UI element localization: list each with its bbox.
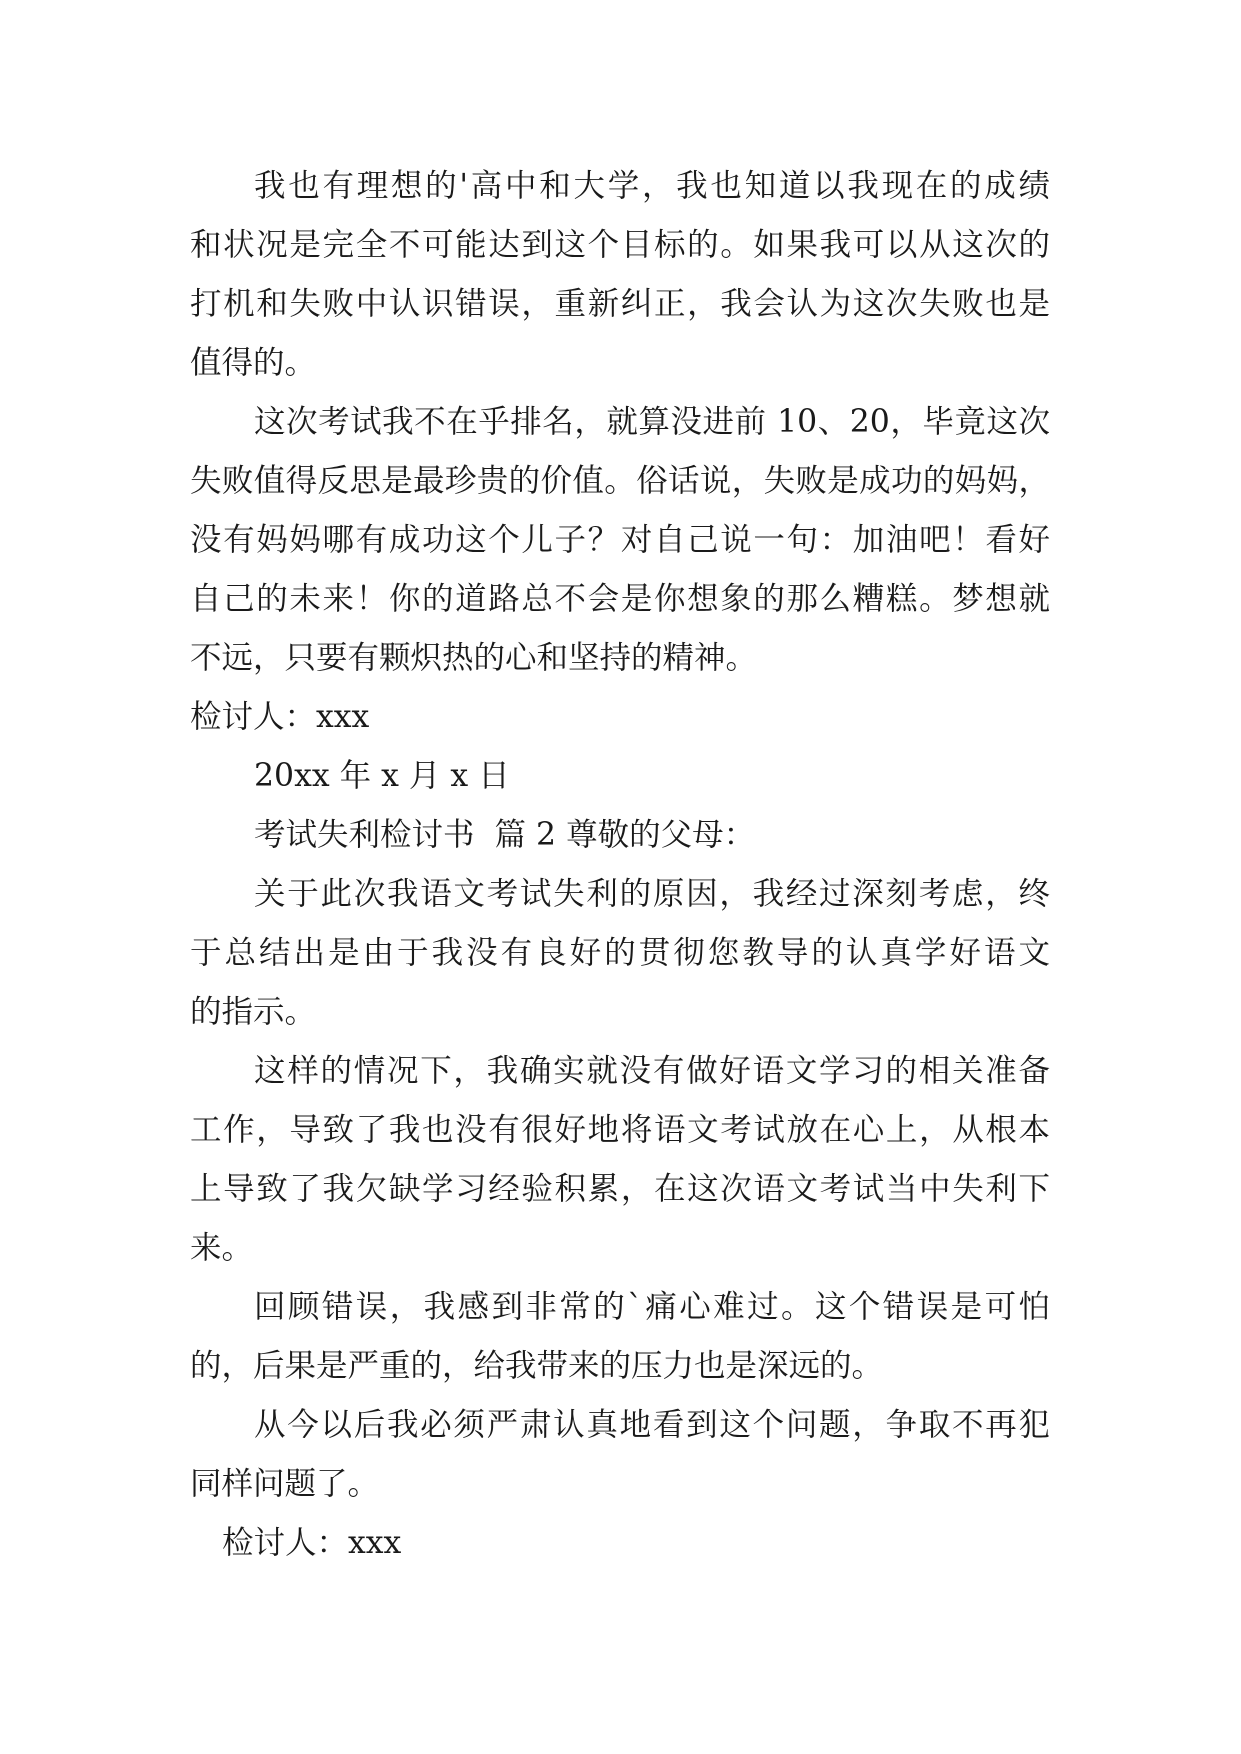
paragraph-4-line-2: 工作，导致了我也没有很好地将语文考试放在心上，从根本 — [190, 1112, 1050, 1148]
paragraph-6-line-1: 从今以后我必须严肃认真地看到这个问题，争取不再犯 — [254, 1407, 1050, 1443]
paragraph-1-line-3: 打机和失败中认识错误，重新纠正，我会认为这次失败也是 — [190, 286, 1050, 322]
paragraph-5-line-2: 的，后果是严重的，给我带来的压力也是深远的。 — [190, 1348, 884, 1384]
paragraph-1-line-4: 值得的。 — [190, 345, 317, 381]
paragraph-4-line-4: 来。 — [190, 1230, 254, 1266]
section-heading-2: 考试失利检讨书 篇 2 尊敬的父母： — [254, 817, 756, 853]
paragraph-5-line-1: 回顾错误，我感到非常的`痛心难过。这个错误是可怕 — [254, 1289, 1050, 1325]
paragraph-2-line-1: 这次考试我不在乎排名，就算没进前 10、20，毕竟这次 — [254, 404, 1050, 440]
paragraph-4-line-3: 上导致了我欠缺学习经验积累，在这次语文考试当中失利下 — [190, 1171, 1050, 1207]
paragraph-2-line-3: 没有妈妈哪有成功这个儿子？对自己说一句：加油吧！看好 — [190, 522, 1050, 558]
paragraph-1-line-2: 和状况是完全不可能达到这个目标的。如果我可以从这次的 — [190, 227, 1050, 263]
date-1: 20xx 年 x 月 x 日 — [254, 758, 510, 794]
paragraph-1-line-1: 我也有理想的'高中和大学，我也知道以我现在的成绩 — [254, 168, 1050, 204]
paragraph-3-line-3: 的指示。 — [190, 994, 317, 1030]
paragraph-2-line-5: 不远，只要有颗炽热的心和坚持的精神。 — [190, 640, 758, 676]
paragraph-2-line-4: 自己的未来！你的道路总不会是你想象的那么糟糕。梦想就 — [190, 581, 1050, 617]
paragraph-2-line-2: 失败值得反思是最珍贵的价值。俗话说，失败是成功的妈妈， — [190, 463, 1050, 499]
paragraph-3-line-2: 于总结出是由于我没有良好的贯彻您教导的认真学好语文 — [190, 935, 1050, 971]
paragraph-3-line-1: 关于此次我语文考试失利的原因，我经过深刻考虑，终 — [254, 876, 1050, 912]
signature-2: 检讨人：xxx — [222, 1525, 402, 1561]
paragraph-6-line-2: 同样问题了。 — [190, 1466, 380, 1502]
paragraph-4-line-1: 这样的情况下，我确实就没有做好语文学习的相关准备 — [254, 1053, 1050, 1089]
signature-1: 检讨人：xxx — [190, 699, 370, 735]
